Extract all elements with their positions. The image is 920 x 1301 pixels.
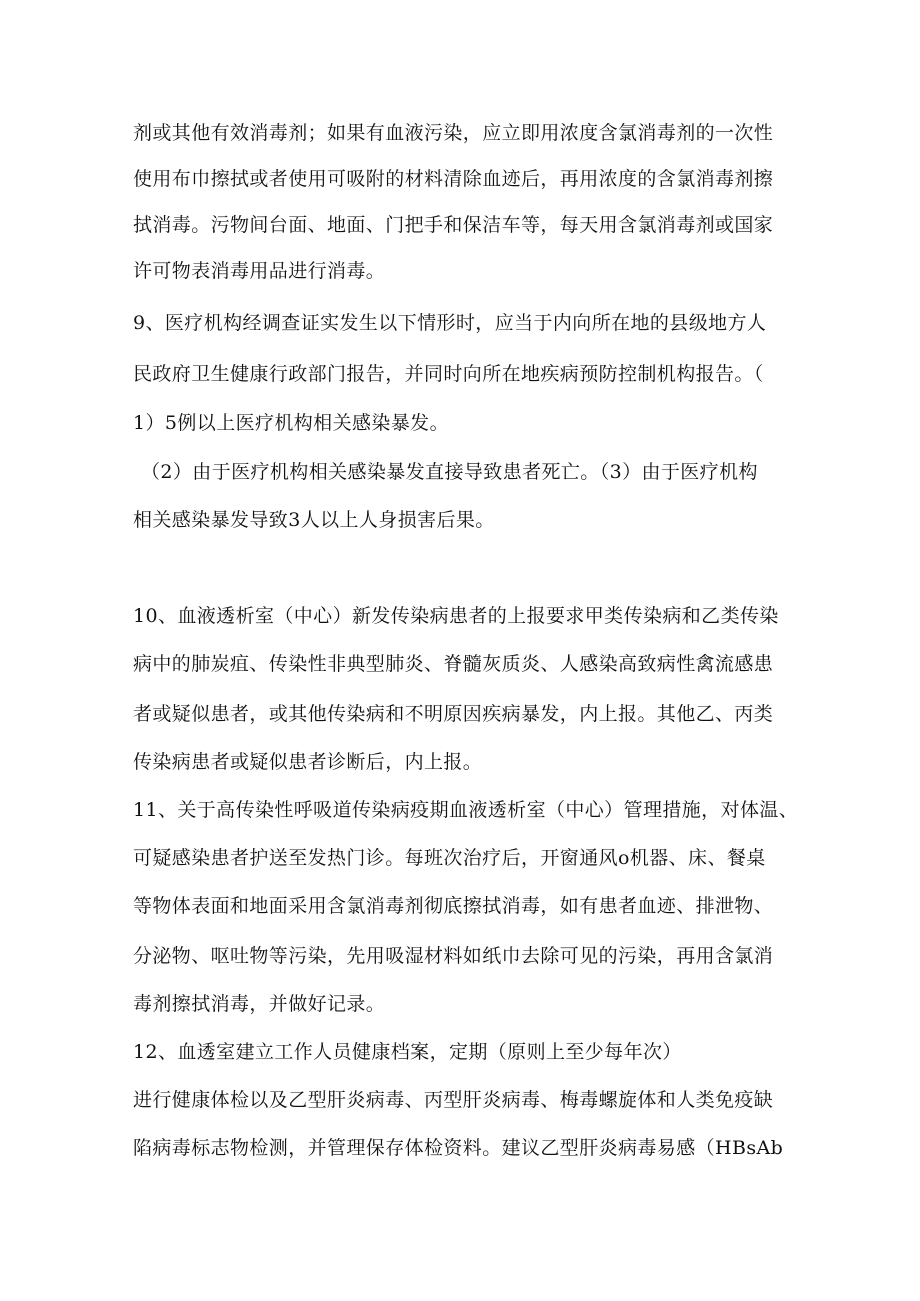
text-line: 民政府卫生健康行政部门报告，并同时向所在地疾病预防控制机构报告。（ — [133, 363, 764, 385]
text-line: 可疑感染患者护送至发热门诊。每班次治疗后，开窗通风o机器、床、餐桌 — [133, 847, 766, 869]
text-line: 9、医疗机构经调查证实发生以下情形时，应当于内向所在地的县级地方人 — [133, 312, 767, 334]
text-line: 相关感染暴发导致3人以上人身损害后果。 — [133, 509, 495, 531]
text-line: 许可物表消毒用品进行消毒。 — [133, 260, 386, 282]
text-line: 等物体表面和地面采用含氯消毒剂彻底擦拭消毒，如有患者血迹、排泄物、 — [133, 895, 774, 917]
text-line: 者或疑似患者，或其他传染病和不明原因疾病暴发，内上报。其他乙、丙类 — [133, 703, 774, 725]
text-line: 剂或其他有效消毒剂；如果有血液污染，应立即用浓度含氯消毒剂的一次性 — [133, 122, 774, 144]
text-line: 毒剂擦拭消毒，并做好记录。 — [133, 993, 386, 1015]
text-line: 分泌物、呕吐物等污染，先用吸湿材料如纸巾去除可见的污染，再用含氯消 — [133, 945, 774, 967]
text-line: 陷病毒标志物检测，并管理保存体检资料。建议乙型肝炎病毒易感（HBsAb — [133, 1137, 784, 1159]
text-line: 1）5例以上医疗机构相关感染暴发。 — [133, 412, 449, 434]
text-line: 拭消毒。污物间台面、地面、门把手和保洁车等，每天用含氯消毒剂或国家 — [133, 214, 774, 236]
text-line: 12、血透室建立工作人员健康档案，定期（原则上至少每年次） — [133, 1041, 682, 1063]
text-line: （2）由于医疗机构相关感染暴发直接导致患者死亡。（3）由于医疗机构 — [141, 461, 758, 483]
text-line: 11、关于高传染性呼吸道传染病疫期血液透析室（中心）管理措施，对体温、 — [133, 799, 799, 821]
text-line: 10、血液透析室（中心）新发传染病患者的上报要求甲类传染病和乙类传染 — [133, 605, 779, 627]
text-line: 病中的肺炭疽、传染性非典型肺炎、脊髓灰质炎、人感染高致病性禽流感患 — [133, 653, 774, 675]
text-line: 进行健康体检以及乙型肝炎病毒、丙型肝炎病毒、梅毒螺旋体和人类免疫缺 — [133, 1089, 774, 1111]
text-line: 使用布巾擦拭或者使用可吸附的材料清除血迹后，再用浓度的含氯消毒剂擦 — [133, 168, 774, 190]
text-line: 传染病患者或疑似患者诊断后，内上报。 — [133, 751, 483, 773]
